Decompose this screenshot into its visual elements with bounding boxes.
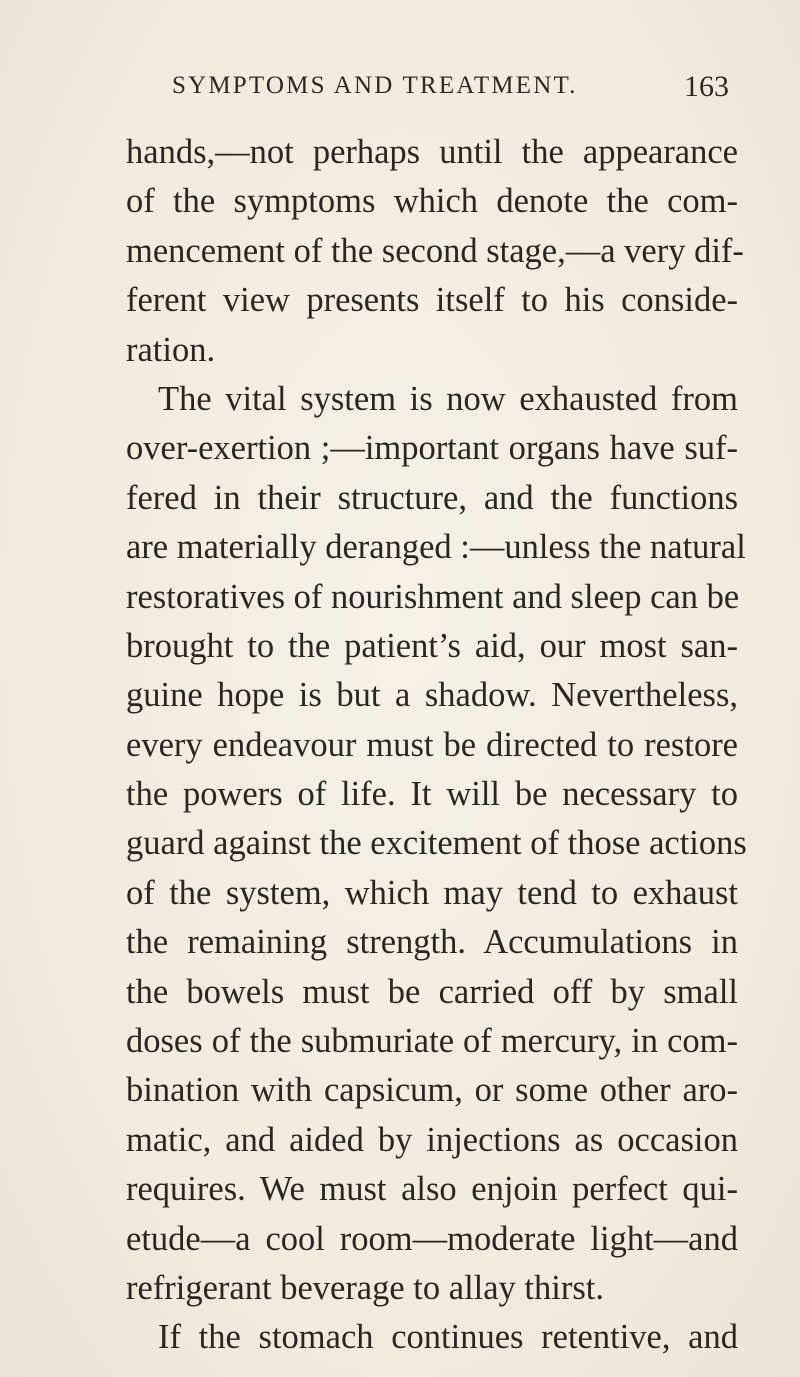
- text-line: ferent view presents itself to his conside-: [126, 281, 738, 320]
- text-line: over-exertion ;—important organs have suf-: [126, 429, 738, 468]
- text-line: guard against the excitement of those actions: [126, 824, 747, 863]
- text-line: requires. We must also enjoin perfect qui-: [126, 1170, 738, 1209]
- text-line: If the stomach continues retentive, and: [158, 1318, 738, 1357]
- text-line: matic, and aided by injections as occasion: [126, 1120, 738, 1159]
- text-line: etude—a cool room—moderate light—and: [126, 1219, 738, 1258]
- text-line: ration.: [126, 330, 216, 369]
- text-line: fered in their structure, and the functions: [126, 478, 738, 517]
- page-number: 163: [684, 70, 729, 103]
- text-line: bination with capsicum, or some other aro-: [126, 1071, 738, 1110]
- text-line: of the system, which may tend to exhaust: [126, 873, 738, 912]
- text-line: hands,—not perhaps until the appearance: [126, 133, 738, 171]
- text-line: the powers of life. It will be necessary to: [126, 775, 738, 814]
- text-line: mencement of the second stage,—a very dif-: [126, 231, 744, 270]
- text-line: guine hope is but a shadow. Nevertheless,: [126, 676, 738, 715]
- text-line: are materially deranged :—unless the natural: [126, 528, 746, 567]
- text-line: doses of the submuriate of mercury, in com-: [126, 1022, 738, 1061]
- text-line: of the symptoms which denote the com-: [126, 182, 738, 221]
- text-line: brought to the patient’s aid, our most san-: [126, 626, 738, 665]
- text-line: the bowels must be carried off by small: [126, 972, 738, 1011]
- text-line: the remaining strength. Accumulations in: [126, 923, 738, 962]
- text-line: The vital system is now exhausted from: [158, 379, 738, 418]
- running-head: SYMPTOMS AND TREATMENT.: [172, 72, 578, 99]
- text-line: restoratives of nourishment and sleep can be: [126, 577, 740, 616]
- text-line: refrigerant beverage to allay thirst.: [126, 1268, 604, 1307]
- text-line: every endeavour must be directed to restore: [126, 725, 738, 764]
- body-text: [126, 128, 747, 1363]
